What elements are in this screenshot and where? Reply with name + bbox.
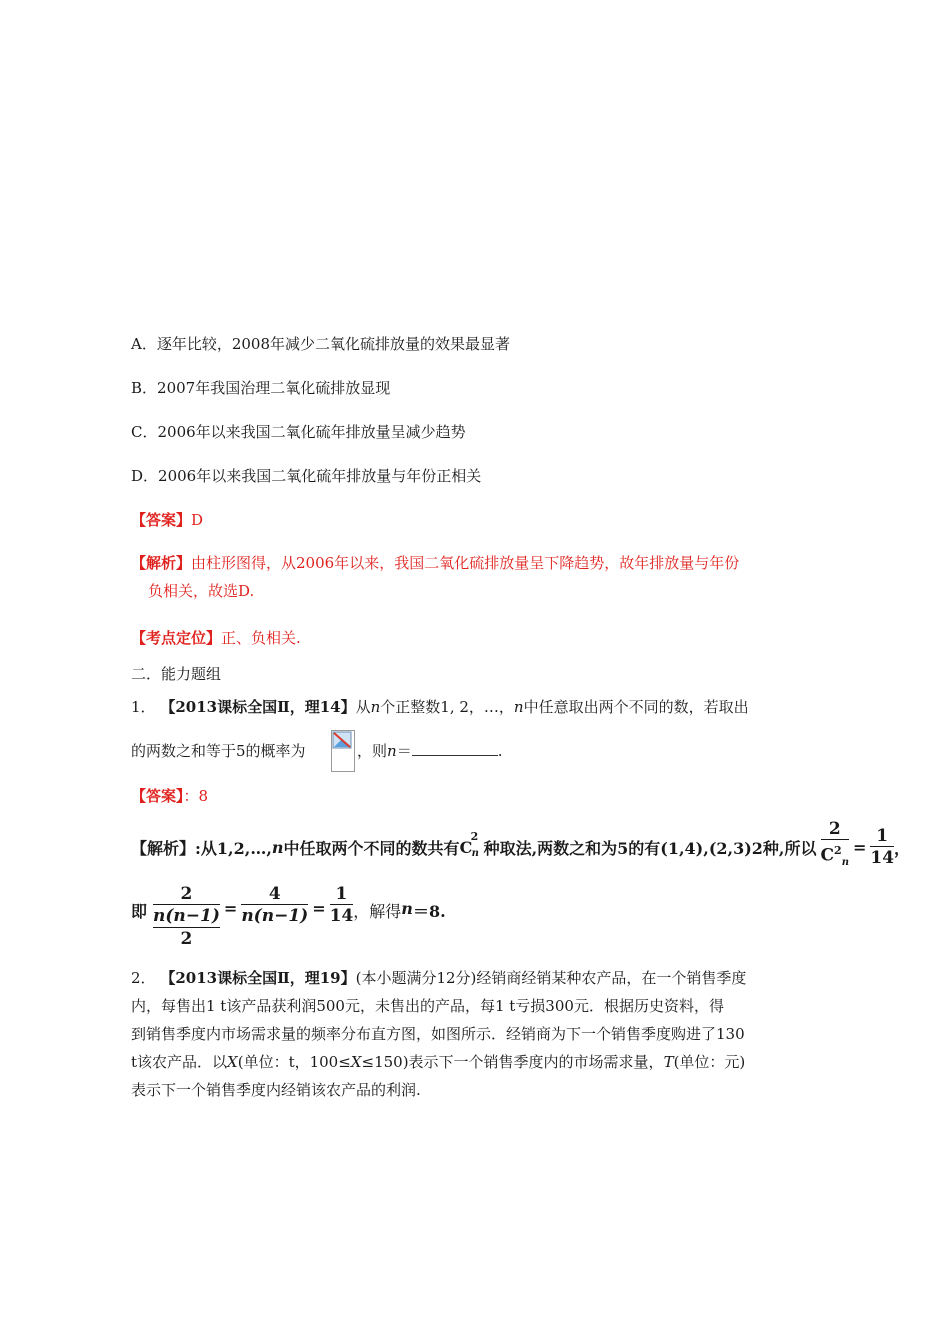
fraction-den: n(n−1) bbox=[241, 906, 309, 926]
point-tag: 【考点定位】 bbox=[131, 629, 222, 647]
solution-tag: 【解析】 bbox=[131, 838, 196, 858]
q1-source: 【2013课标全国Ⅱ，理14】 bbox=[160, 698, 356, 716]
equals: = bbox=[223, 899, 238, 918]
analysis-tag: 【解析】 bbox=[131, 554, 192, 572]
fraction-den: $C^2_n$ bbox=[820, 844, 849, 869]
fraction-num: 1 bbox=[330, 884, 354, 905]
q1-text: ，则 bbox=[357, 742, 388, 760]
fraction-num: 1 bbox=[870, 826, 894, 847]
comb-sup: 2 bbox=[470, 829, 479, 843]
q1-line2-tail bbox=[357, 740, 502, 761]
q1-line2 bbox=[131, 740, 306, 761]
q2-line2: 内，每售出1 t该产品获利润500元，未售出的产品，每1 t亏损300元．根据历史资料，得 bbox=[131, 997, 724, 1015]
option-b: B．2007年我国治理二氧化硫排放显现 bbox=[131, 379, 391, 397]
image-placeholder-icon bbox=[332, 731, 354, 751]
equals: = bbox=[852, 837, 867, 857]
q1-text: . bbox=[497, 742, 503, 760]
answer-tag: 【答案】 bbox=[131, 511, 192, 529]
q2-text: (单位：t，100≤ bbox=[237, 1053, 351, 1071]
q2-text: (单位：元) bbox=[673, 1053, 746, 1071]
equals: = bbox=[312, 899, 326, 918]
comb-sub: n bbox=[471, 847, 479, 859]
q1-text: 从 bbox=[355, 698, 371, 716]
q1-number: 1． bbox=[131, 698, 156, 716]
var-t: T bbox=[663, 1053, 674, 1071]
var-n: n bbox=[370, 698, 381, 716]
solution-text: ， bbox=[894, 838, 911, 858]
broken-image-icon bbox=[331, 730, 355, 772]
q1-text: 中任意取出两个不同的数，若取出 bbox=[523, 698, 749, 716]
var-n: n bbox=[513, 698, 524, 716]
solution-text: ＝8. bbox=[412, 902, 446, 921]
fraction-den: 2 bbox=[180, 929, 193, 949]
fraction-den: 14 bbox=[329, 906, 354, 926]
answer-tag: 【答案】 bbox=[131, 787, 184, 805]
option-c: C．2006年以来我国二氧化硫年排放量呈减少趋势 bbox=[131, 423, 466, 441]
q2-line5: 表示下一个销售季度内经销该农产品的利润. bbox=[131, 1081, 421, 1099]
q2-line3: 到销售季度内市场需求量的频率分布直方图，如图所示．经销商为下一个销售季度购进了130 bbox=[131, 1025, 745, 1043]
var-n: n bbox=[387, 742, 397, 760]
fraction-den: 14 bbox=[870, 847, 895, 868]
solution-text: :从1,2,…, bbox=[195, 838, 272, 858]
solution-text: ，解得 bbox=[353, 902, 402, 921]
comb-c: C bbox=[459, 837, 473, 857]
q2-number: 2． bbox=[131, 969, 156, 987]
fraction-1-over-14 bbox=[330, 884, 354, 927]
q1-text: 个正整数1, 2，…， bbox=[380, 698, 514, 716]
comb-sub: n bbox=[841, 857, 849, 869]
point-text: 正、负相关. bbox=[221, 629, 301, 647]
solution-text: 种取法,两数之和为5的有(1,4),(2,3)2种,所以 bbox=[483, 838, 817, 858]
fraction-4 bbox=[241, 884, 308, 927]
solution-text: 中任取两个不同的数共有 bbox=[283, 838, 460, 858]
var-n: n bbox=[271, 837, 284, 857]
q2-text: ≤150)表示下一个销售季度内的市场需求量， bbox=[361, 1053, 664, 1071]
fraction-num: 2 bbox=[821, 819, 849, 840]
comb-sup: 2 bbox=[834, 844, 842, 858]
analysis-line1 bbox=[131, 552, 739, 573]
q2-text: (本小题满分12分)经销商经销某种农产品，在一个销售季度 bbox=[355, 969, 747, 987]
var-x: X bbox=[350, 1053, 362, 1071]
solution-text: 即 bbox=[131, 902, 148, 921]
section-heading: 二．能力题组 bbox=[131, 665, 222, 683]
point-line bbox=[131, 627, 301, 648]
answer-value: D bbox=[191, 511, 204, 529]
fraction-complex bbox=[153, 884, 220, 950]
combination bbox=[459, 829, 484, 859]
var-n: n bbox=[401, 899, 413, 918]
answer-blank bbox=[412, 741, 498, 756]
analysis-line2: 负相关，故选D. bbox=[148, 582, 255, 600]
q2-line4 bbox=[131, 1051, 745, 1072]
option-a: A．逐年比较，2008年减少二氧化硫排放量的效果最显著 bbox=[131, 335, 511, 353]
q1-solution-line1 bbox=[131, 819, 911, 872]
answer-value: ：8 bbox=[183, 787, 209, 805]
fraction-1-over-14 bbox=[870, 826, 894, 869]
fraction-num: 2 bbox=[153, 884, 220, 905]
option-d: D．2006年以来我国二氧化硫年排放量与年份正相关 bbox=[131, 467, 482, 485]
q1-text: 的两数之和等于5的概率为 bbox=[131, 742, 306, 760]
q2-line1 bbox=[131, 967, 746, 988]
q1-line1 bbox=[131, 696, 749, 717]
q1-answer-line bbox=[131, 785, 208, 806]
q2-text: t该农产品．以 bbox=[131, 1053, 228, 1071]
fraction-num: 4 bbox=[241, 884, 308, 905]
q1-text: ＝ bbox=[396, 742, 412, 760]
fraction-den: n(n−1) bbox=[153, 906, 220, 926]
q1-solution-line2 bbox=[131, 884, 446, 956]
analysis-text: 由柱形图得，从2006年以来，我国二氧化硫排放量呈下降趋势，故年排放量与年份 bbox=[191, 554, 740, 572]
fraction-2-over-c bbox=[821, 819, 849, 874]
var-x: X bbox=[227, 1053, 238, 1071]
answer-line bbox=[131, 509, 203, 530]
q2-source: 【2013课标全国Ⅱ，理19】 bbox=[160, 969, 356, 987]
